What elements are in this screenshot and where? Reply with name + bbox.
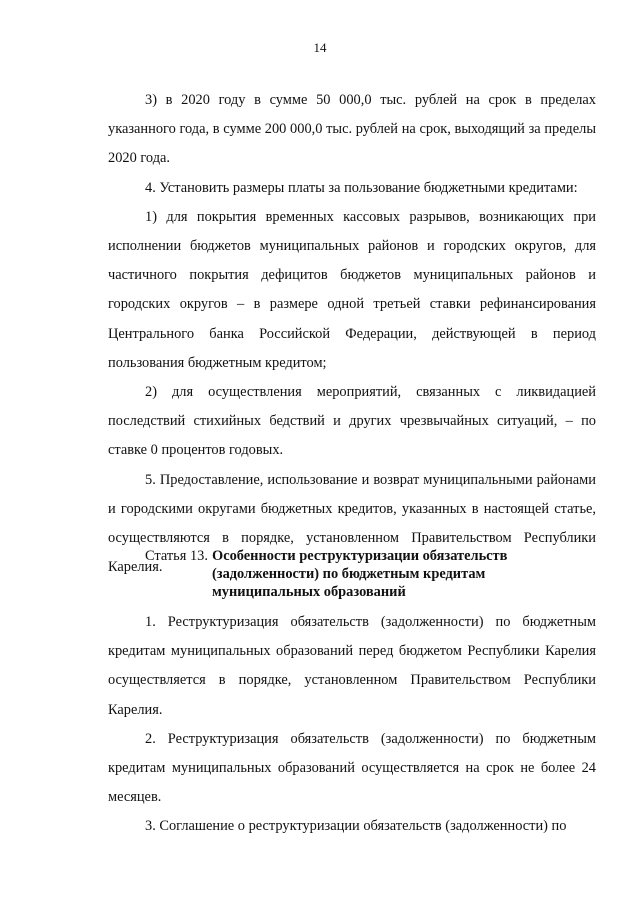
paragraph-section-5: 5. Предоставление, использование и возврат муниципальными районами и городскими округами бюджетных кредитов, указанных в настоящей статье, осуществляются в порядке, установленном Правительством Республики Карелия. (108, 471, 596, 576)
article-13-body (108, 608, 596, 842)
article-title-line-3: муниципальных образований (212, 584, 406, 600)
paragraph-section-4: 4. Установить размеры платы за пользование бюджетными кредитами: (145, 179, 578, 196)
paragraph-item-3: 3) в 2020 году в сумме 50 000,0 тыс. рублей на срок в пределах указанного года, в сумме 200 000,0 тыс. рублей на срок, выходящий за пределы 2020 года. (108, 92, 596, 167)
article-title (212, 547, 582, 601)
paragraph-13-1: 1. Реструктуризация обязательств (задолженности) по бюджетным кредитам муниципальных образований перед бюджетом Республики Карелия осуществляется в порядке, установленном Правительством Республики Карелия. (108, 614, 596, 718)
article-title-line-2: (задолженности) по бюджетным кредитам (212, 566, 486, 582)
article-label: Статья 13. (145, 548, 208, 564)
paragraph-item-4-2: 2) для осуществления мероприятий, связанных с ликвидацией последствий стихийных бедствий и других чрезвычайных ситуаций, – по ставке 0 процентов годовых. (108, 384, 596, 459)
paragraph-13-2: 2. Реструктуризация обязательств (задолженности) по бюджетным кредитам муниципальных образований осуществляется на срок не более 24 месяцев. (108, 730, 596, 806)
paragraph-13-3: 3. Соглашение о реструктуризации обязательств (задолженности) по (145, 818, 567, 835)
page-number: 14 (313, 40, 327, 55)
article-title-line-1: Особенности реструктуризации обязательств (212, 548, 508, 564)
article-12-continuation (108, 86, 596, 582)
paragraph-item-4-1: 1) для покрытия временных кассовых разрывов, возникающих при исполнении бюджетов муниципальных районов и городских округов, для частичного покрытия дефицитов бюджетов муниципальных районов и городских округов – в размере одной третьей ставки рефинансирования Центрального банка Российской Федерации, действующей в период пользования бюджетным кредитом; (108, 208, 596, 371)
